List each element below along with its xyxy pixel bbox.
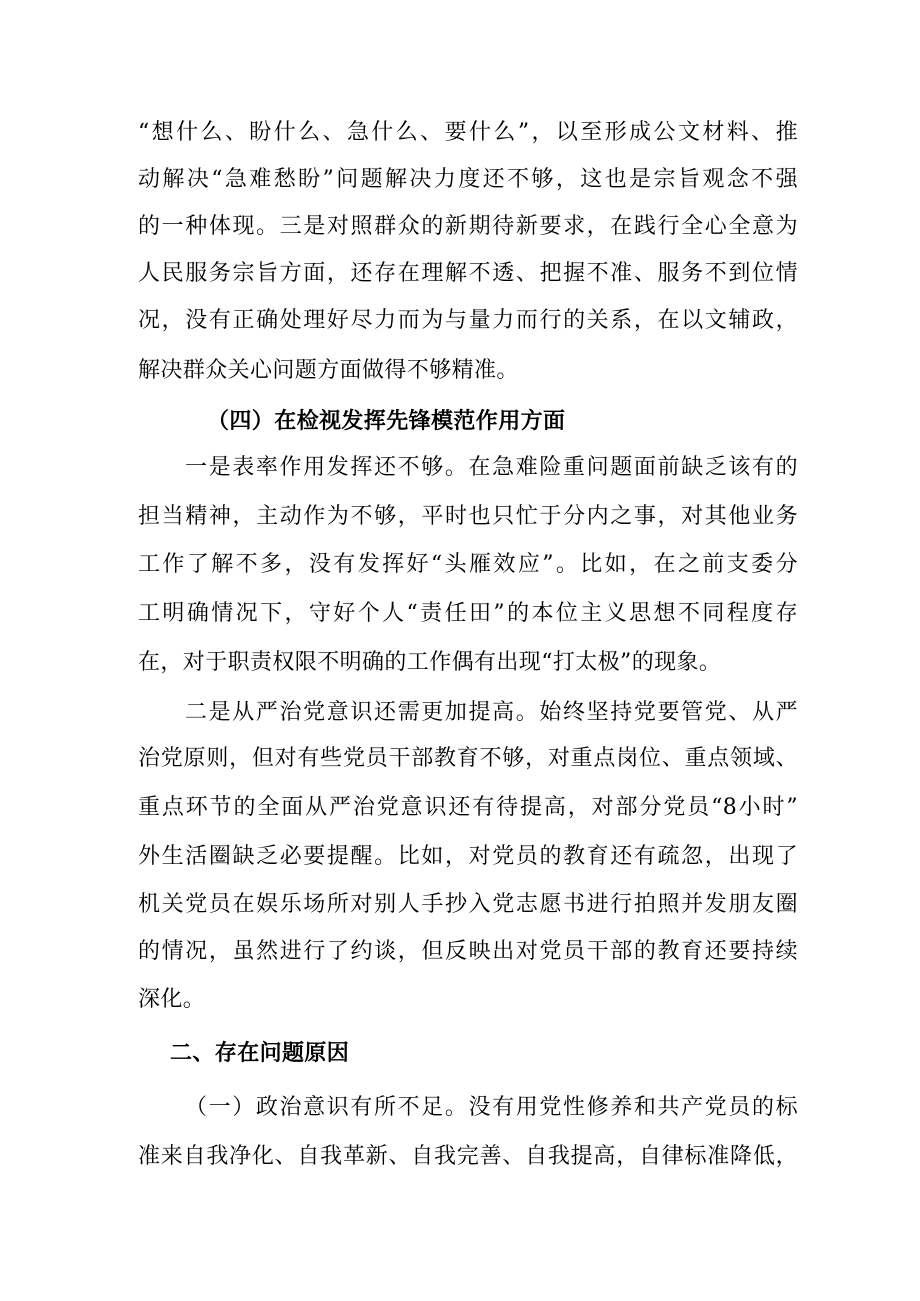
para3-line-3: 重点环节的全面从严治党意识还有待提高，对部分党员“8小时” — [138, 795, 798, 820]
para1-line-5: 况，没有正确处理好尽力而为与量力而行的关系，在以文辅政， — [138, 308, 798, 333]
para2-line-1: 一是表率作用发挥还不够。在急难险重问题面前缺乏该有的 — [185, 455, 798, 480]
para2-line-3: 工作了解不多，没有发挥好“头雁效应”。比如，在之前支委分 — [138, 552, 798, 577]
para3-line-4: 外生活圈缺乏必要提醒。比如，对党员的教育还有疏忽，出现了 — [138, 844, 798, 869]
para3-line-5: 机关党员在娱乐场所对别人手抄入党志愿书进行拍照并发朋友圈 — [138, 892, 798, 917]
para1-line-1: “想什么、盼什么、急什么、要什么”，以至形成公文材料、推 — [138, 120, 798, 145]
para1-line-3: 的一种体现。三是对照群众的新期待新要求，在践行全心全意为 — [138, 214, 798, 239]
para2-line-4: 工明确情况下，守好个人“责任田”的本位主义思想不同程度存 — [138, 601, 798, 626]
para1-line-4: 人民服务宗旨方面，还存在理解不透、把握不准、服务不到位情 — [138, 261, 798, 286]
section-heading-2: 二、存在问题原因 — [170, 1041, 350, 1066]
para4-line-2: 准来自我净化、自我革新、自我完善、自我提高，自律标准降低， — [138, 1144, 798, 1169]
para3-line-2: 治党原则，但对有些党员干部教育不够，对重点岗位、重点领域、 — [138, 746, 798, 771]
para3-line-1: 二是从严治党意识还需更加提高。始终坚持党要管党、从严 — [185, 700, 798, 725]
para4-line-1: （一）政治意识有所不足。没有用党性修养和共产党员的标 — [185, 1095, 798, 1120]
para1-line-6: 解决群众关心问题方面做得不够精准。 — [138, 358, 519, 383]
para3-line-7: 深化。 — [138, 987, 206, 1012]
para2-line-2: 担当精神，主动作为不够，平时也只忙于分内之事，对其他业务 — [138, 504, 798, 529]
subheading-4: （四）在检视发挥先锋模范作用方面 — [207, 409, 566, 434]
para3-line-6: 的情况，虽然进行了约谈，但反映出对党员干部的教育还要持续 — [138, 939, 798, 964]
para1-line-2: 动解决“急难愁盼”问题解决力度还不够，这也是宗旨观念不强 — [138, 167, 798, 192]
para2-line-5: 在，对于职责权限不明确的工作偶有出现“打太极”的现象。 — [138, 650, 722, 675]
